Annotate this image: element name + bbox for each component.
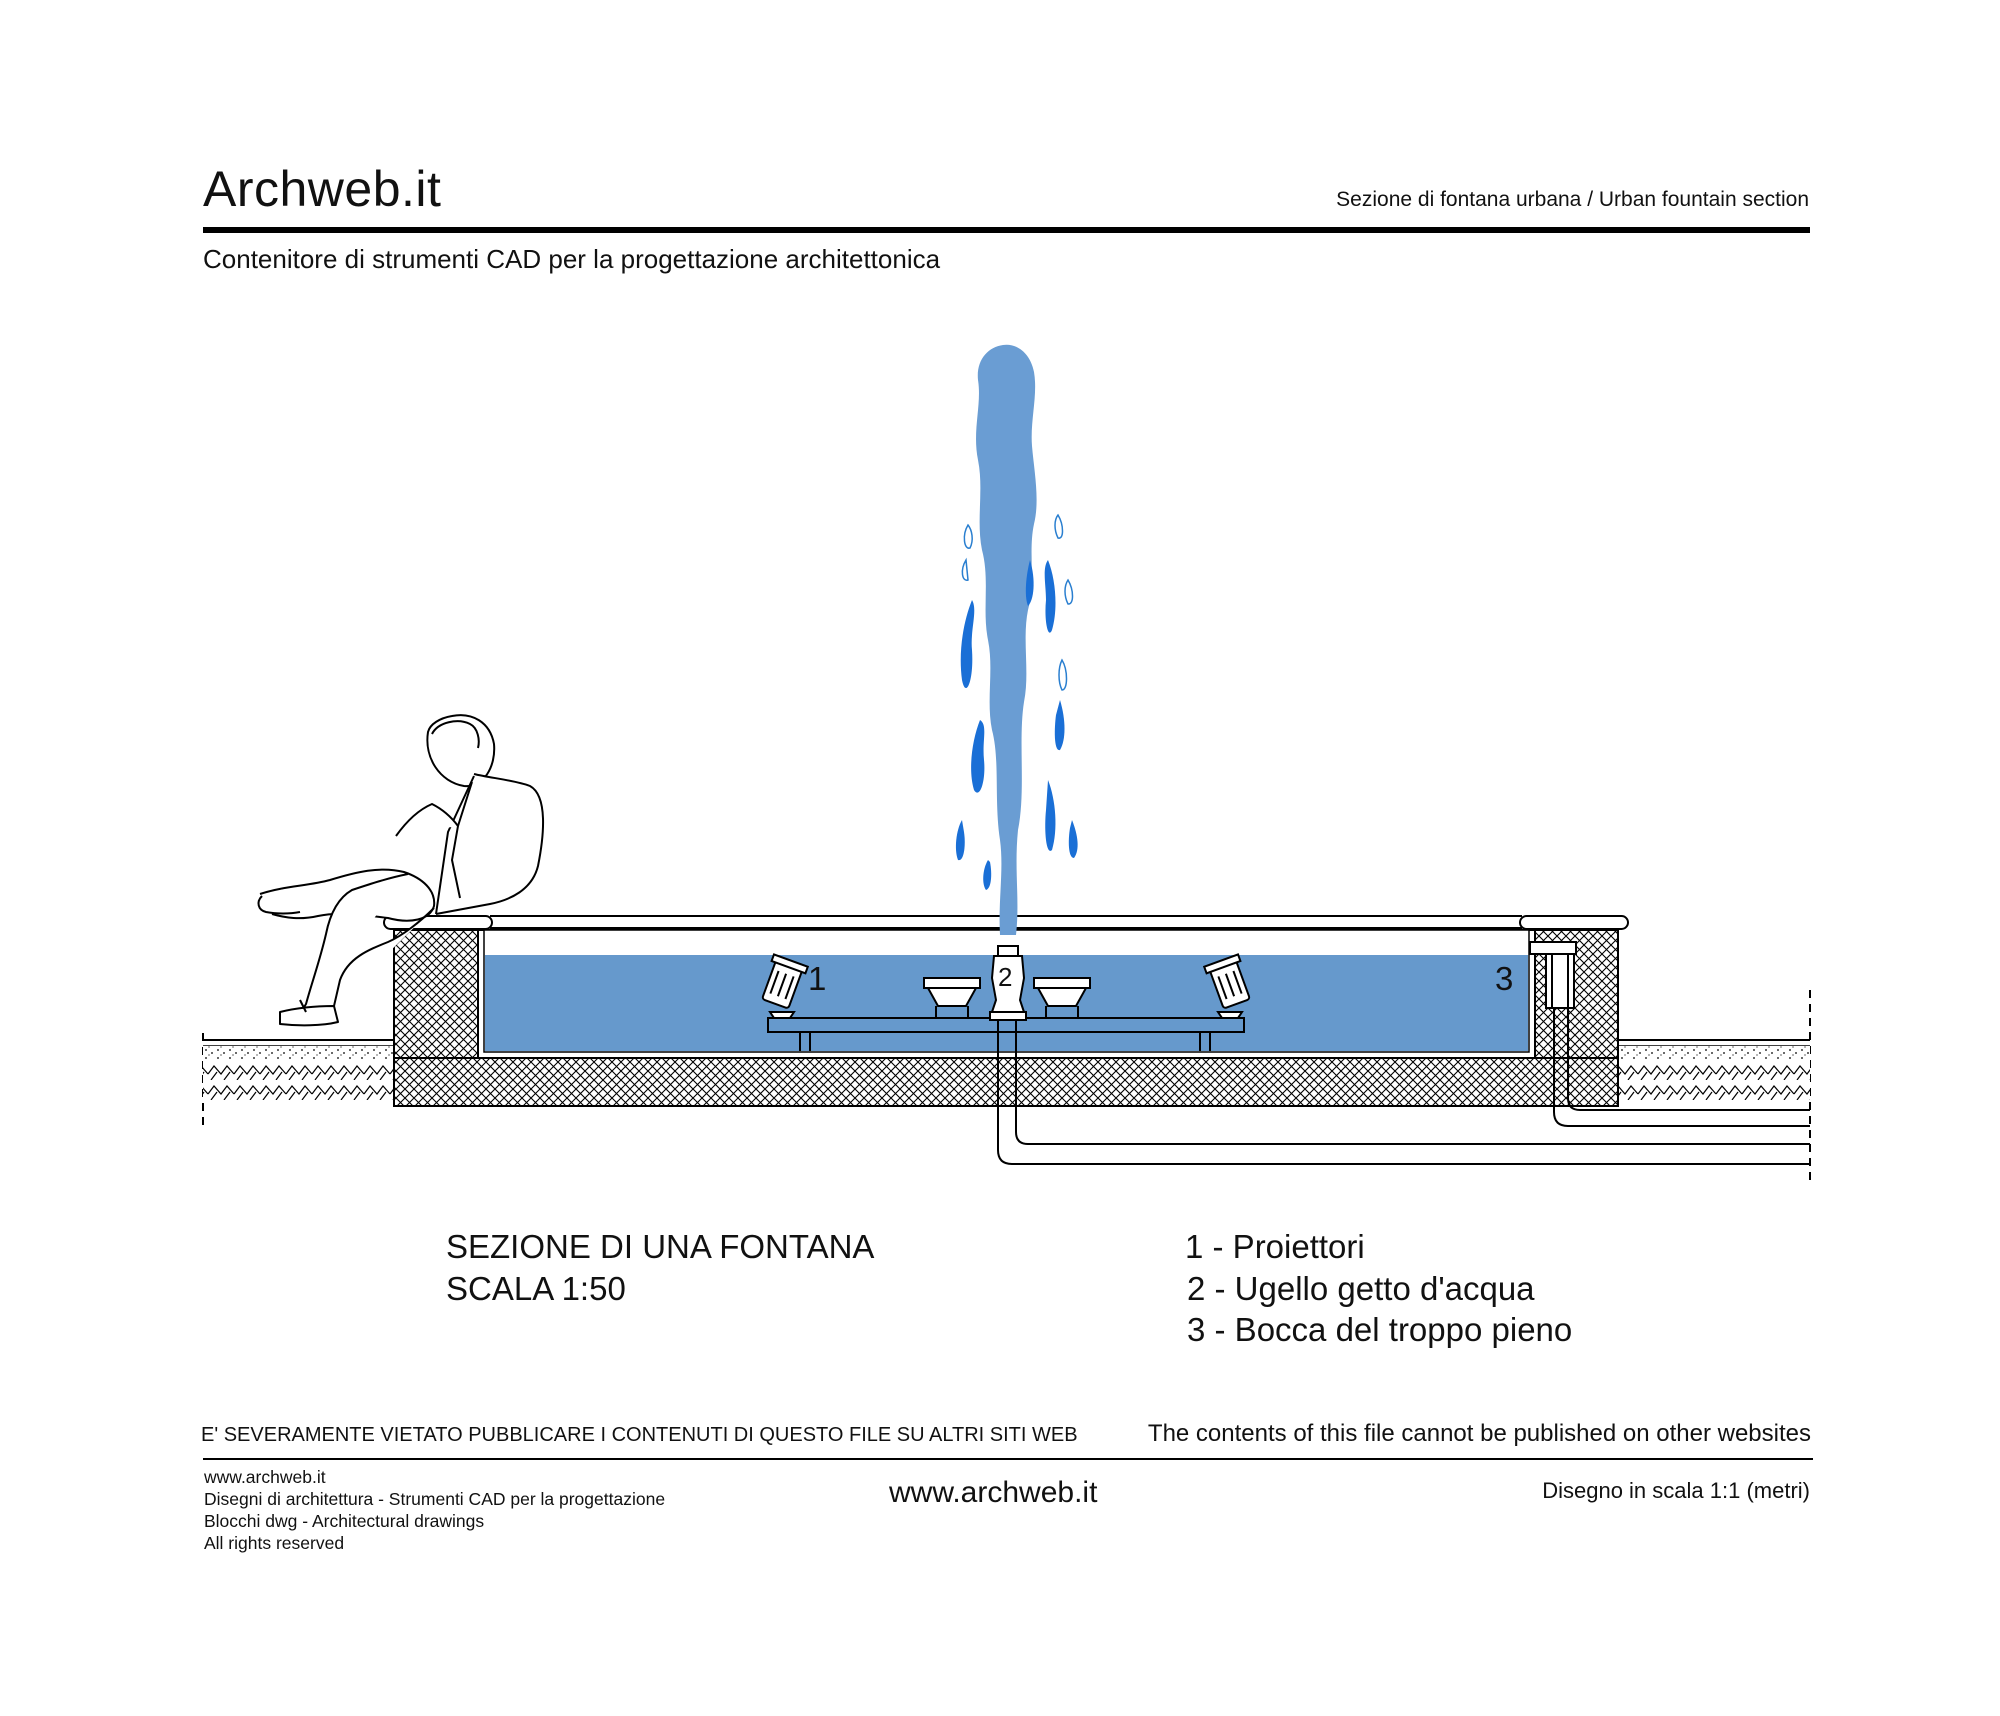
callout-1: 1 <box>808 960 827 997</box>
ground-left <box>203 1033 394 1125</box>
footer-line-4: All rights reserved <box>204 1533 345 1553</box>
footer-website: www.archweb.it <box>889 1476 1098 1509</box>
ground-right <box>1618 990 1810 1185</box>
footer-rule <box>203 1458 1813 1460</box>
section-title: SEZIONE DI UNA FONTANA <box>446 1228 875 1265</box>
copyright-warning-it: E' SEVERAMENTE VIETATO PUBBLICARE I CONTENUTI DI QUESTO FILE SU ALTRI SITI WEB <box>201 1424 1078 1446</box>
brand-logo-text: Archweb.it <box>203 161 442 217</box>
subtitle: Contenitore di strumenti CAD per la progettazione architettonica <box>203 244 941 274</box>
callout-3: 3 <box>1495 960 1514 997</box>
legend-item-3: 3 - Bocca del troppo pieno <box>1187 1311 1573 1348</box>
footer-line-3: Blocchi dwg - Architectural drawings <box>204 1511 485 1531</box>
footer-line-2: Disegni di architettura - Strumenti CAD per la progettazione <box>204 1489 666 1509</box>
legend-item-2: 2 - Ugello getto d'acqua <box>1187 1270 1535 1307</box>
sheet-title: Sezione di fontana urbana / Urban fountain section <box>1336 188 1809 211</box>
callout-2: 2 <box>998 962 1013 992</box>
footer-line-1: www.archweb.it <box>204 1467 326 1487</box>
section-scale: SCALA 1:50 <box>446 1270 626 1307</box>
footer-scale-note: Disegno in scala 1:1 (metri) <box>1542 1478 1810 1503</box>
legend-item-1: 1 - Proiettori <box>1185 1228 1365 1265</box>
water-jet <box>956 345 1078 935</box>
copyright-warning-en: The contents of this file cannot be published on other websites <box>1147 1420 1811 1447</box>
